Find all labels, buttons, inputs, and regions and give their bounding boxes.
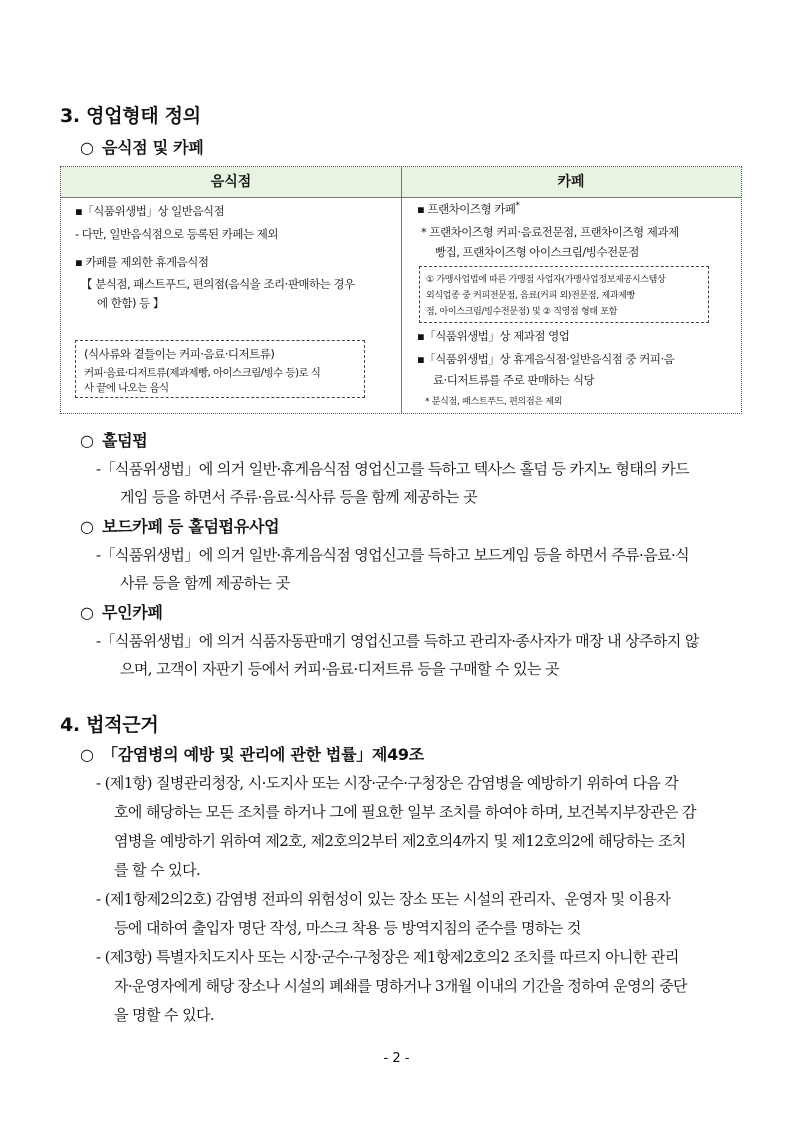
- unmanned-cafe-desc-line1: -「식품위생법」에 의거 식품자동판매기 영업신고를 득하고 관리자·종사자가 매장 내 상주하지 않: [96, 632, 699, 650]
- right-footnote: * 분식점, 패스트푸드, 편의점은 제외: [425, 397, 563, 407]
- header-restaurant: 음식점: [210, 174, 252, 190]
- right-item-franchise-types: * 프랜차이즈형 커피·음료전문점, 프랜차이즈형 제과제: [421, 225, 679, 239]
- definition-table: [60, 166, 742, 414]
- section3-title: 3. 영업형태 정의: [60, 105, 201, 127]
- law-para1-line3: 염병을 예방하기 위하여 제2호, 제2호의2부터 제2호의4까지 및 제12호의2에 해당하는 조치: [114, 832, 686, 850]
- board-cafe-desc-line2: 사류 등을 함께 제공하는 곳: [120, 574, 290, 592]
- column-divider: [401, 167, 402, 413]
- section4-title: 4. 법적근거: [60, 714, 159, 736]
- right-note-box: [419, 266, 709, 323]
- left-note-line: 커피·음료·디저트류(제과제빵, 아이스크림/빙수 등)로 식: [84, 367, 321, 379]
- section3-sub-board-cafe: [80, 514, 279, 537]
- subheading-text: 무인카페: [102, 603, 163, 622]
- page-number: - 2 -: [383, 1051, 410, 1066]
- left-note-box: [75, 340, 365, 398]
- footnote-mark: *: [515, 201, 520, 212]
- right-item-bakery: ▪「식품위생법」상 제과점 영업: [417, 329, 570, 343]
- left-item-examples-cont: 에 한함) 등 】: [97, 296, 164, 310]
- law-para1-line1: - (제1항) 질병관리청장, 시·도지사 또는 시장·군수·구청장은 감염병을 예방하기 위하여 다음 각: [96, 774, 679, 792]
- left-note-line: 사 끝에 나오는 음식: [84, 382, 169, 394]
- right-note-line: 점, 아이스크림/빙수전문점) 및 ② 직영점 형태 포함: [426, 307, 618, 317]
- circle-bullet-icon: ○: [80, 603, 94, 622]
- right-item-franchise-types-cont: 빵집, 프랜차이즈형 아이스크림/빙수전문점: [435, 245, 639, 259]
- header-cafe: 카페: [557, 174, 585, 190]
- section3-sub-unmanned-cafe: [80, 600, 163, 623]
- law-para1-line4: 를 할 수 있다.: [114, 861, 201, 879]
- holdem-desc-line1: -「식품위생법」에 의거 일반·휴게음식점 영업신고를 득하고 텍사스 홀덤 등 카지노 형태의 카드: [96, 460, 690, 478]
- left-item-exception: - 다만, 일반음식점으로 등록된 카페는 제외: [75, 227, 278, 241]
- section4-sub-law: [80, 742, 424, 765]
- right-item-text: ▪ 프랜차이즈형 카페: [417, 202, 516, 216]
- unmanned-cafe-desc-line2: 으며, 고객이 자판기 등에서 커피·음료·디저트류 등을 구매할 수 있는 곳: [120, 660, 559, 678]
- left-item-rest-restaurant: ▪ 카페를 제외한 휴게음식점: [75, 255, 209, 269]
- circle-bullet-icon: ○: [80, 517, 94, 536]
- circle-bullet-icon: ○: [80, 745, 94, 764]
- circle-bullet-icon: ○: [80, 431, 94, 450]
- law-para3-line2: 자·운영자에게 해당 장소나 시설의 폐쇄를 명하거나 3개월 이내의 기간을 정하여 운영의 중단: [114, 977, 687, 995]
- right-note-line: 외식업종 중 커피전문점, 음료(커피 외)전문점, 제과제빵: [426, 291, 636, 301]
- subheading-text: 음식점 및 카페: [102, 138, 204, 157]
- right-item-coffee-restaurant-cont: 료·디저트류를 주로 판매하는 식당: [433, 373, 595, 387]
- board-cafe-desc-line1: -「식품위생법」에 의거 일반·휴게음식점 영업신고를 득하고 보드게임 등을 하면서 주류·음료·식: [96, 546, 690, 564]
- law-para2-line2: 등에 대하여 출입자 명단 작성, 마스크 착용 등 방역지침의 준수를 명하는 것: [114, 919, 581, 937]
- holdem-desc-line2: 게임 등을 하면서 주류·음료·식사류 등을 함께 제공하는 곳: [120, 488, 477, 506]
- subheading-text: 보드카페 등 홀덤펍유사업: [102, 517, 280, 536]
- law-para1-line2: 호에 해당하는 모든 조치를 하거나 그에 필요한 일부 조치를 하여야 하며, 보건복지부장관은 감: [114, 803, 697, 821]
- left-note-title: (식사류와 곁들이는 커피·음료·디저트류): [84, 347, 275, 361]
- law-para3-line3: 을 명할 수 있다.: [114, 1006, 215, 1024]
- left-item-examples: 【 분식점, 패스트푸드, 편의점(음식을 조리·판매하는 경우: [81, 277, 355, 291]
- subheading-text: 홀덤펍: [102, 431, 148, 450]
- subheading-text: 「감염병의 예방 및 관리에 관한 법률」제49조: [102, 745, 424, 764]
- left-item-general-restaurant: ▪「식품위생법」상 일반음식점: [75, 204, 225, 218]
- right-note-line: ① 가맹사업법에 따른 가맹점 사업자(가맹사업정보제공시스템상: [426, 275, 666, 285]
- right-item-franchise-cafe: [417, 201, 520, 217]
- section3-sub-restaurant-cafe: [80, 135, 203, 158]
- circle-bullet-icon: ○: [80, 138, 94, 157]
- law-para2-line1: - (제1항제2의2호) 감염병 전파의 위험성이 있는 장소 또는 시설의 관리자、운영자 및 이용자: [96, 890, 671, 908]
- law-para3-line1: - (제3항) 특별자치도지사 또는 시장·군수·구청장은 제1항제2호의2 조치를 따르지 아니한 관리: [96, 948, 679, 966]
- section3-sub-holdem-pub: [80, 428, 147, 451]
- right-item-coffee-restaurant: ▪「식품위생법」상 휴게음식점·일반음식점 중 커피·음: [417, 352, 675, 366]
